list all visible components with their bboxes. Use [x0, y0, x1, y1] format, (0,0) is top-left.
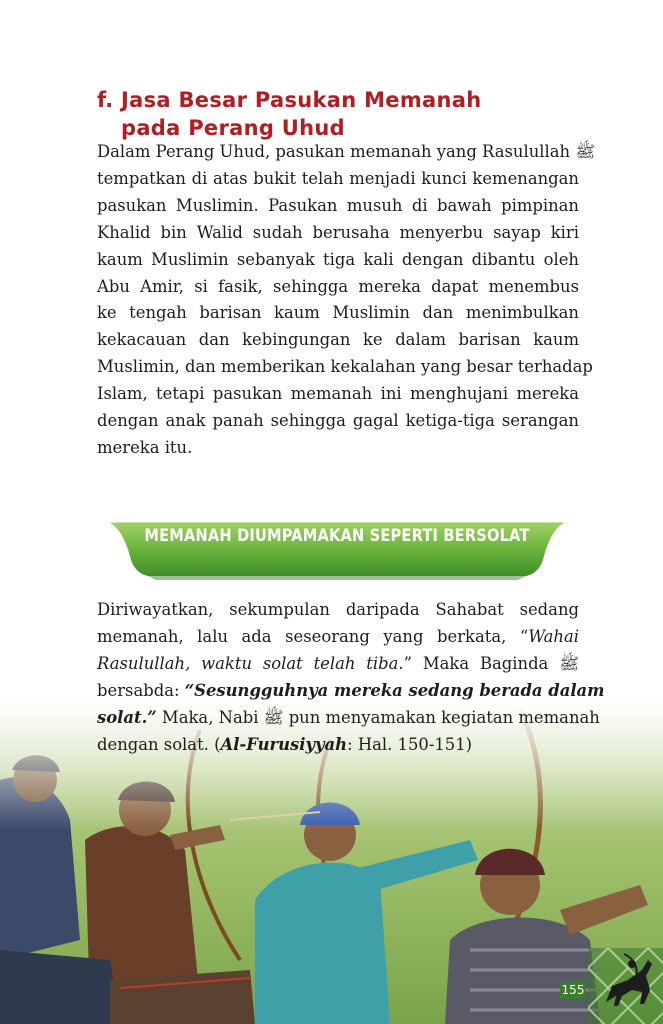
text-run: Maka, Nabi ﷺ pun menyamakan kegiatan memanah	[156, 707, 600, 727]
paragraph-line	[97, 678, 605, 705]
paragraph-line	[97, 732, 579, 759]
paragraph-uhud	[97, 139, 596, 462]
paragraph-line: mereka itu.	[97, 437, 193, 457]
paragraph-line: Abu Amir, si fasik, sehingga mereka dapat menembus	[97, 276, 579, 296]
paragraph-line	[97, 624, 579, 651]
hadith-quote: “Sesungguhnya mereka sedang berada dalam	[184, 680, 605, 700]
paragraph-line: Khalid bin Walid sudah berusaha menyerbu sayap kiri	[97, 222, 579, 242]
paragraph-line: kaum Muslimin sebanyak tiga kali dengan dibantu oleh	[97, 249, 579, 269]
horse-archer-icon	[598, 950, 658, 1010]
page-number: 155	[561, 983, 585, 997]
text-run: memanah, lalu ada seseorang yang berkata, “	[97, 626, 529, 646]
text-run: .” Maka Baginda ﷺ	[398, 653, 579, 673]
section-banner	[108, 514, 566, 588]
text-run: : Hal. 150-151)	[347, 734, 473, 754]
source-title: Al-Furusiyyah	[220, 734, 348, 754]
text-run: bersabda:	[97, 680, 185, 700]
section-heading	[97, 86, 577, 142]
paragraph-line: Muslimin, dan memberikan kekalahan yang besar terhadap	[97, 357, 593, 377]
paragraph-line: dengan anak panah sehingga gagal ketiga-tiga serangan	[97, 411, 579, 431]
paragraph-line: kekacauan dan kebingungan ke dalam barisan kaum	[97, 330, 579, 350]
banner-title: MEMANAH DIUMPAMAKAN SEPERTI BERSOLAT	[144, 526, 530, 546]
quote-italic: Rasulullah, waktu solat telah tiba	[97, 653, 399, 673]
section-title-line1: Jasa Besar Pasukan Memanah	[121, 88, 482, 112]
hadith-quote: solat.”	[97, 707, 157, 727]
paragraph-line	[97, 651, 579, 678]
paragraph-line: Dalam Perang Uhud, pasukan memanah yang Rasulullah ﷺ	[97, 142, 596, 161]
quote-italic: Wahai	[528, 626, 579, 646]
paragraph-solat	[97, 597, 605, 758]
paragraph-line	[97, 705, 600, 732]
section-title-line2: pada Perang Uhud	[121, 116, 345, 140]
paragraph-line: tempatkan di atas bukit telah menjadi kunci kemenangan	[97, 168, 579, 188]
paragraph-line: ke tengah barisan kaum Muslimin dan menimbulkan	[97, 303, 579, 323]
paragraph-line: Islam, tetapi pasukan memanah ini menghujani mereka	[97, 384, 579, 404]
paragraph-line: pasukan Muslimin. Pasukan musuh di bawah pimpinan	[97, 195, 579, 215]
text-run: dengan solat. (	[97, 734, 221, 754]
section-number: f.	[97, 88, 114, 112]
paragraph-line: Diriwayatkan, sekumpulan daripada Sahabat sedang	[97, 600, 579, 619]
